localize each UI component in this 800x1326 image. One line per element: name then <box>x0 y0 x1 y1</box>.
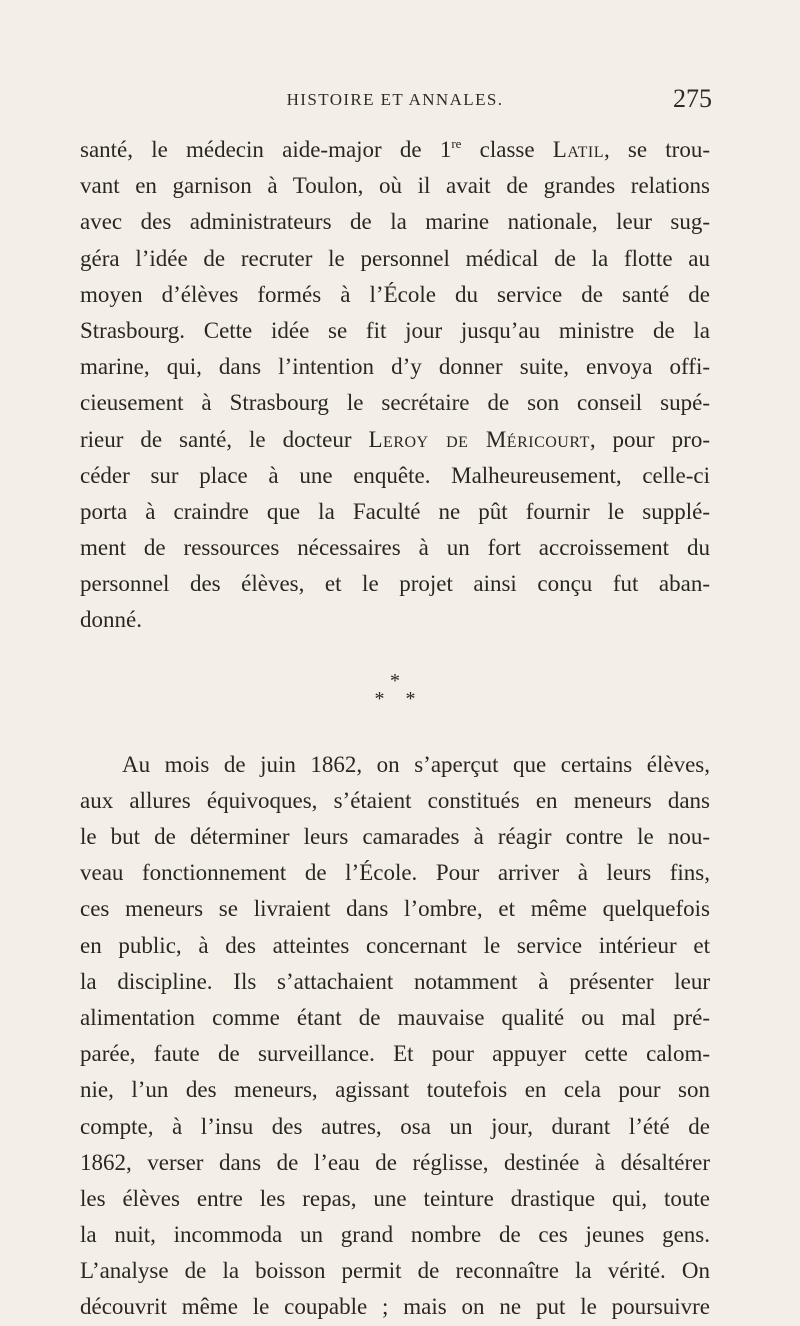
text-line: marine, qui, dans l’intention d’y donner suite, envoya offi- <box>80 354 710 380</box>
running-head-title: HISTOIRE ET ANNALES. <box>286 90 504 109</box>
paragraph-2 <box>80 747 710 1326</box>
text-line: vant en garnison à Toulon, où il avait de grandes relations <box>80 173 710 199</box>
text-line: moyen d’élèves formés à l’École du service de santé de <box>80 281 710 307</box>
asterism-top: * <box>390 669 400 692</box>
running-head <box>80 86 710 116</box>
ordinal-superscript: re <box>451 136 462 151</box>
text-line: le but de déterminer leurs camarades à réagir contre le nou- <box>80 824 710 849</box>
asterism-separator <box>80 639 710 747</box>
text-line: donné. <box>80 607 142 633</box>
person-name: Latil <box>552 137 604 162</box>
text-line: veau fonctionnement de l’École. Pour arriver à leurs fins, <box>80 860 710 886</box>
text-line: cieusement à Strasbourg le secrétaire de son conseil supé- <box>80 390 710 416</box>
text-line: L’analyse de la boisson permit de reconnaître la vérité. On <box>80 1258 710 1284</box>
text-line: ces meneurs se livraient dans l’ombre, et même quelquefois <box>80 896 710 922</box>
text-line: ment de ressources nécessaires à un fort accroissement du <box>80 535 710 561</box>
text-line: aux allures équivoques, s’étaient constitués en meneurs dans <box>80 787 710 813</box>
text-line: céder sur place à une enquête. Malheureusement, celle-ci <box>80 462 710 488</box>
text-line: Strasbourg. Cette idée se fit jour jusqu’au ministre de la <box>80 317 710 343</box>
text-line: personnel des élèves, et le projet ainsi conçu fut aban- <box>80 571 710 597</box>
text-line: compte, à l’insu des autres, osa un jour, durant l’été de <box>80 1113 710 1139</box>
text-line: rieur de santé, le docteur Leroy de Méricourt, pour pro- <box>80 426 710 452</box>
asterism-bottom: * * <box>374 687 424 710</box>
text-line: nie, l’un des meneurs, agissant toutefois en cela pour son <box>80 1077 710 1103</box>
text-line: avec des administrateurs de la marine nationale, leur sug- <box>80 209 710 235</box>
text-line: Au mois de juin 1862, on s’aperçut que certains élèves, <box>122 751 710 777</box>
person-name: Leroy de Méricourt <box>368 426 590 452</box>
text-line: parée, faute de surveillance. Et pour appuyer cette calom- <box>80 1041 710 1067</box>
paragraph-1 <box>80 132 710 639</box>
text-line: la nuit, incommoda un grand nombre de ces jeunes gens. <box>80 1222 710 1248</box>
text-line: santé, le médecin aide-major de 1re classe Latil, se trou- <box>80 136 710 162</box>
text-line: les élèves entre les repas, une teinture drastique qui, toute <box>80 1185 710 1211</box>
text-line: 1862, verser dans de l’eau de réglisse, destinée à désaltérer <box>80 1149 710 1175</box>
text-line: porta à craindre que la Faculté ne pût fournir le supplé- <box>80 498 710 524</box>
text-line: en public, à des atteintes concernant le service intérieur et <box>80 932 710 958</box>
text-line: alimentation comme étant de mauvaise qualité ou mal pré- <box>80 1004 710 1030</box>
text-line: géra l’idée de recruter le personnel médical de la flotte au <box>80 245 710 271</box>
text-line: la discipline. Ils s’attachaient notamment à présenter leur <box>80 968 710 994</box>
page-number: 275 <box>673 84 712 113</box>
text-line: découvrit même le coupable ; mais on ne put le poursuivre <box>80 1294 710 1320</box>
body-text <box>80 132 710 1326</box>
